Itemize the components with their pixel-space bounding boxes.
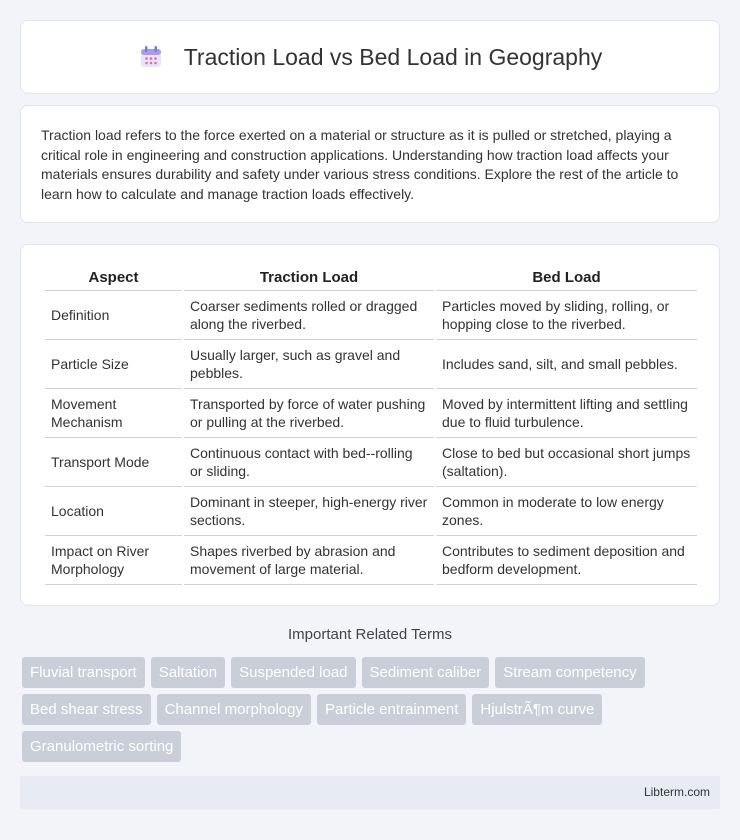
aspect-cell: Transport Mode bbox=[45, 438, 182, 487]
tag-suspended-load[interactable]: Suspended load bbox=[231, 657, 355, 688]
bed-cell: Particles moved by sliding, rolling, or hopping close to the riverbed. bbox=[436, 291, 697, 340]
tag-stream-competency[interactable]: Stream competency bbox=[495, 657, 644, 688]
table-row bbox=[45, 438, 697, 487]
table-row bbox=[45, 291, 697, 340]
comparison-card bbox=[20, 244, 720, 606]
aspect-cell: Location bbox=[45, 487, 182, 536]
aspect-cell: Particle Size bbox=[45, 340, 182, 389]
footer bbox=[20, 776, 720, 809]
table-row bbox=[45, 389, 697, 438]
tag-channel-morphology[interactable]: Channel morphology bbox=[157, 694, 311, 725]
bed-cell: Common in moderate to low energy zones. bbox=[436, 487, 697, 536]
traction-cell: Dominant in steeper, high-energy river sections. bbox=[184, 487, 434, 536]
bed-cell: Includes sand, silt, and small pebbles. bbox=[436, 340, 697, 389]
aspect-cell: Impact on River Morphology bbox=[45, 536, 182, 585]
tag-granulometric-sorting[interactable]: Granulometric sorting bbox=[22, 731, 181, 762]
traction-cell: Usually larger, such as gravel and pebbles. bbox=[184, 340, 434, 389]
related-terms-title: Important Related Terms bbox=[288, 626, 452, 643]
traction-cell: Shapes riverbed by abrasion and movement of large material. bbox=[184, 536, 434, 585]
bed-cell: Moved by intermittent lifting and settling due to fluid turbulence. bbox=[436, 389, 697, 438]
tag-hjulstrom-curve[interactable]: HjulstrÃ¶m curve bbox=[472, 694, 602, 725]
aspect-cell: Movement Mechanism bbox=[45, 389, 182, 438]
comparison-table bbox=[43, 265, 699, 585]
tag-sediment-caliber[interactable]: Sediment caliber bbox=[362, 657, 490, 688]
table-row bbox=[45, 536, 697, 585]
header-card bbox=[20, 20, 720, 94]
aspect-cell: Definition bbox=[45, 291, 182, 340]
header-aspect: Aspect bbox=[45, 265, 182, 291]
traction-cell: Coarser sediments rolled or dragged along the riverbed. bbox=[184, 291, 434, 340]
bed-cell: Close to bed but occasional short jumps (saltation). bbox=[436, 438, 697, 487]
tag-fluvial-transport[interactable]: Fluvial transport bbox=[22, 657, 145, 688]
table-header-row bbox=[45, 265, 697, 291]
calendar-icon bbox=[138, 44, 164, 70]
traction-cell: Transported by force of water pushing or pulling at the riverbed. bbox=[184, 389, 434, 438]
header-bed-load: Bed Load bbox=[436, 265, 697, 291]
traction-cell: Continuous contact with bed--rolling or sliding. bbox=[184, 438, 434, 487]
related-terms-list bbox=[22, 657, 722, 768]
bed-cell: Contributes to sediment deposition and bedform development. bbox=[436, 536, 697, 585]
tag-particle-entrainment[interactable]: Particle entrainment bbox=[317, 694, 466, 725]
table-row bbox=[45, 487, 697, 536]
tag-saltation[interactable]: Saltation bbox=[151, 657, 225, 688]
intro-card bbox=[20, 105, 720, 223]
header-traction-load: Traction Load bbox=[184, 265, 434, 291]
tag-bed-shear-stress[interactable]: Bed shear stress bbox=[22, 694, 151, 725]
table-row bbox=[45, 340, 697, 389]
page-title: Traction Load vs Bed Load in Geography bbox=[183, 43, 603, 70]
intro-text: Traction load refers to the force exerted on a material or structure as it is pulled or stretched, playing a critical role in engineering and construction applications. Understanding how traction load affects your materials ensures durability and safety under various stress conditions. Explore the rest of the article to learn how to calculate and manage traction loads effectively. bbox=[41, 127, 679, 202]
footer-site-link[interactable]: Libterm.com bbox=[643, 785, 710, 799]
